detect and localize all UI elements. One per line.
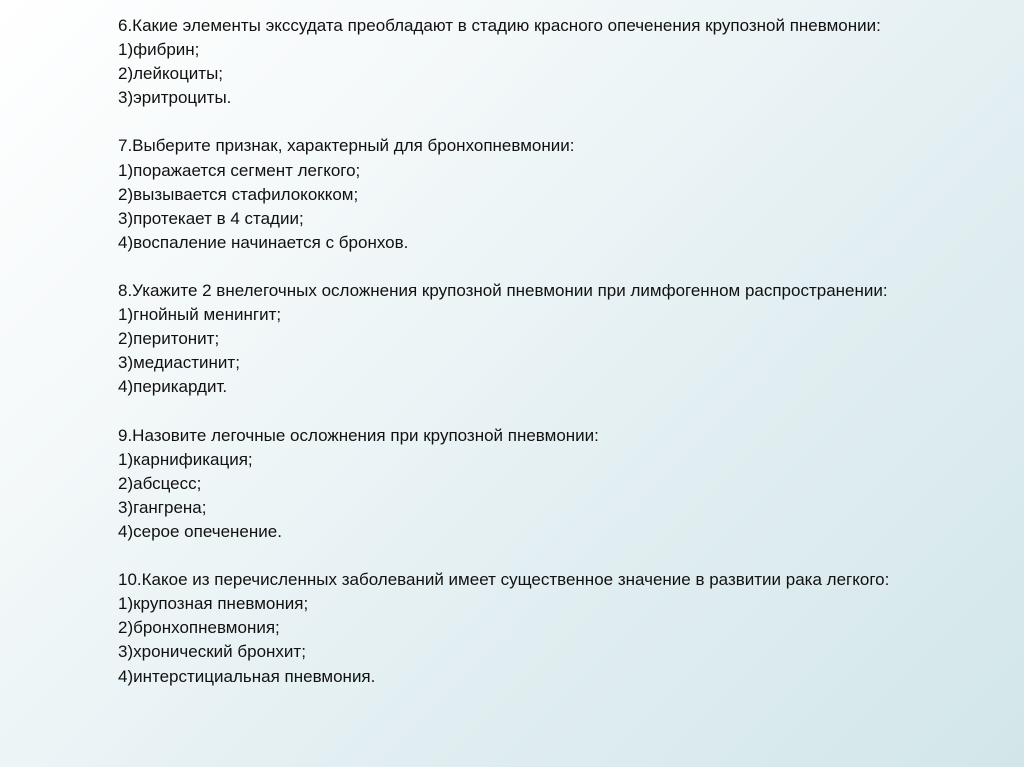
- answer-option: 1)гнойный менингит;: [118, 305, 282, 325]
- answer-option: 3)медиастинит;: [118, 353, 240, 373]
- answer-option: 2)абсцесс;: [118, 473, 202, 493]
- answer-option: 4)серое опеченение.: [118, 521, 282, 541]
- question-6: [118, 14, 918, 110]
- question-text: 7.Выберите признак, характерный для бронхопневмонии:: [118, 136, 575, 156]
- answer-option: 4)воспаление начинается с бронхов.: [118, 232, 409, 252]
- question-text: 10.Какое из перечисленных заболеваний имеет существенное значение в развитии рака легкого:: [118, 570, 890, 590]
- answer-option: 1)поражается сегмент легкого;: [118, 160, 361, 180]
- answer-option: 4)интерстициальная пневмония.: [118, 666, 376, 686]
- answer-option: 2)бронхопневмония;: [118, 618, 280, 638]
- answer-option: 1)фибрин;: [118, 40, 200, 60]
- question-list: [118, 14, 918, 689]
- answer-option: 2)вызывается стафилококком;: [118, 184, 359, 204]
- answer-option: 1)карнификация;: [118, 449, 253, 469]
- question-9: [118, 424, 918, 544]
- question-7: [118, 134, 918, 254]
- question-8: [118, 279, 918, 399]
- question-text: 6.Какие элементы экссудата преобладают в стадию красного опеченения крупозной пневмонии:: [118, 16, 881, 35]
- answer-option: 1)крупозная пневмония;: [118, 594, 309, 614]
- answer-option: 4)перикардит.: [118, 377, 228, 397]
- answer-option: 2)лейкоциты;: [118, 64, 224, 84]
- answer-option: 3)эритроциты.: [118, 88, 232, 108]
- question-10: [118, 568, 918, 688]
- answer-option: 2)перитонит;: [118, 329, 220, 349]
- answer-option: 3)гангрена;: [118, 497, 207, 517]
- answer-option: 3)хронический бронхит;: [118, 642, 306, 662]
- question-text: 9.Назовите легочные осложнения при крупозной пневмонии:: [118, 425, 599, 445]
- answer-option: 3)протекает в 4 стадии;: [118, 208, 304, 228]
- question-text: 8.Укажите 2 внелегочных осложнения крупозной пневмонии при лимфогенном распространении:: [118, 281, 888, 301]
